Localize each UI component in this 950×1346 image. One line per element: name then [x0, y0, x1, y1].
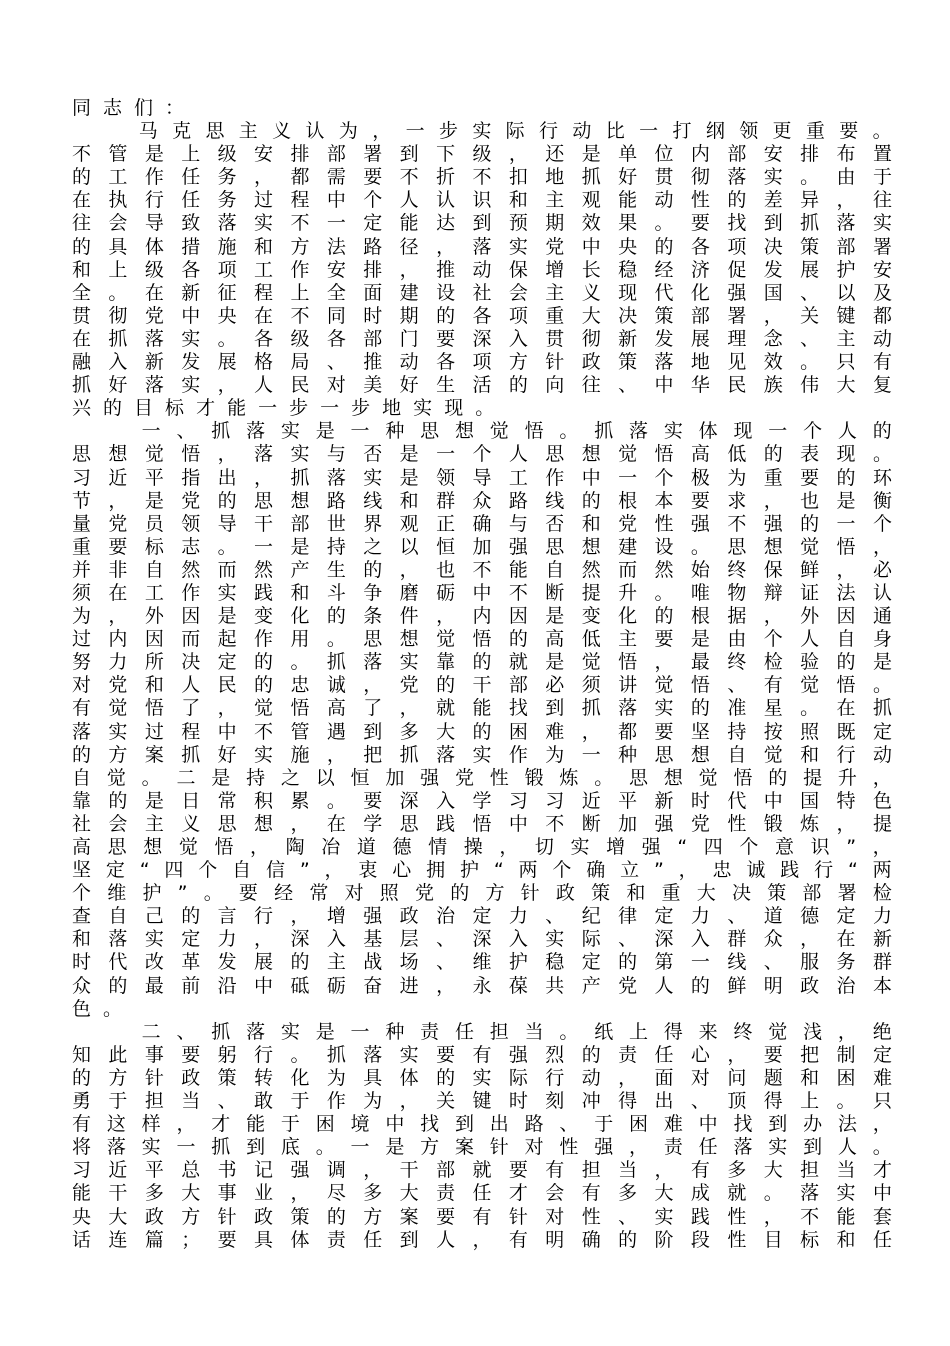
- text-line: 融 入 新 发 展 格 局 、 推 动 各 项 方 针 政 策 落 地 见 效 。 只 有: [72, 351, 892, 374]
- text-line: 兴 的 目 标 才 能 一 步 一 步 地 实 现 。: [72, 397, 495, 420]
- text-line: 重 要 标 志 。 一 是 持 之 以 恒 加 强 思 想 建 设 。 思 想 觉 悟 ，: [72, 535, 892, 558]
- text-line: 思 想 觉 悟 ， 落 实 与 否 是 一 个 人 思 想 觉 悟 高 低 的 表 现 。: [72, 443, 892, 466]
- text-line: 知 此 事 要 躬 行 。 抓 落 实 要 有 强 烈 的 责 任 心 ， 要 把 制 定: [72, 1043, 892, 1066]
- text-line: 落 实 过 程 中 不 管 遇 到 多 大 的 困 难 ， 都 要 坚 持 按 照 既 定: [72, 720, 892, 743]
- text-line: 靠 的 是 日 常 积 累 。 要 深 入 学 习 习 近 平 新 时 代 中 国 特 色: [72, 789, 892, 812]
- text-line: 央 大 政 方 针 政 策 的 方 案 要 有 针 对 性 、 实 践 性 ， 不 能 套: [72, 1205, 892, 1228]
- text-line: 的 具 体 措 施 和 方 法 路 径 ， 落 实 党 中 央 的 各 项 决 策 部 署: [72, 235, 892, 258]
- text-line: 坚 定 “ 四 个 自 信 ” ， 衷 心 拥 护 “ 两 个 确 立 ” ， 忠 诚 践 行 “ 两: [72, 859, 892, 882]
- text-line: 的 方 案 抓 好 实 施 ， 把 抓 落 实 作 为 一 种 思 想 自 觉 和 行 动: [72, 743, 892, 766]
- text-line: 将 落 实 一 抓 到 底 。 一 是 方 案 针 对 性 强 ， 责 任 落 实 到 人 。: [72, 1136, 892, 1159]
- text-line: 勇 于 担 当 、 敢 于 作 为 ， 关 键 时 刻 冲 得 出 、 顶 得 上 。 只: [72, 1090, 892, 1113]
- text-line: 时 代 改 革 发 展 的 主 战 场 、 维 护 稳 定 的 第 一 线 、 服 务 群: [72, 951, 892, 974]
- text-line: 贯 彻 党 中 央 在 不 同 时 期 的 各 项 重 大 决 策 部 署 ， 关 键 都: [72, 304, 892, 327]
- text-line: 在 执 行 任 务 过 程 中 个 人 认 识 和 主 观 能 动 性 的 差 异 ， 往: [72, 189, 892, 212]
- text-line: 查 自 己 的 言 行 ， 增 强 政 治 定 力 、 纪 律 定 力 、 道 德 定 力: [72, 905, 892, 928]
- text-line: 并 非 自 然 而 然 产 生 的 ， 也 不 能 自 然 而 然 始 终 保 鲜 ， 必: [72, 558, 892, 581]
- text-line: 不 管 是 上 级 安 排 部 署 到 下 级 ， 还 是 单 位 内 部 安 排 布 置: [72, 143, 892, 166]
- text-line: 个 维 护 ” 。 要 经 常 对 照 党 的 方 针 政 策 和 重 大 决 策 部 署 检: [72, 882, 892, 905]
- text-line: 往 会 导 致 落 实 不 一 定 能 达 到 预 期 效 果 。 要 找 到 抓 落 实: [72, 212, 892, 235]
- text-line: 有 觉 悟 了 ， 觉 悟 高 了 ， 就 能 找 到 抓 落 实 的 准 星 。 在 抓: [72, 697, 892, 720]
- text-line: 的 工 作 任 务 ， 都 需 要 不 折 不 扣 地 抓 好 贯 彻 落 实 。 由 于: [72, 166, 892, 189]
- text-line: 须 在 工 作 实 践 和 斗 争 磨 砺 中 不 断 提 升 。 唯 物 辩 证 法 认: [72, 581, 892, 604]
- text-line: 能 干 多 大 事 业 ， 尽 多 大 责 任 才 会 有 多 大 成 就 。 落 实 中: [72, 1182, 892, 1205]
- text-line: 节 ， 是 党 的 思 想 路 线 和 群 众 路 线 的 根 本 要 求 ， 也 是 衡: [72, 489, 892, 512]
- text-line: 习 近 平 指 出 ， 抓 落 实 是 领 导 工 作 中 一 个 极 为 重 要 的 环: [72, 466, 892, 489]
- document-body: [72, 97, 892, 1252]
- text-line: 高 思 想 觉 悟 ， 陶 冶 道 德 情 操 ， 切 实 增 强 “ 四 个 意 识 ” ，: [72, 836, 892, 858]
- text-line: 色 。: [72, 997, 123, 1020]
- text-line: 在 抓 落 实 。 各 级 各 部 门 要 深 入 贯 彻 新 发 展 理 念 、 主 动: [72, 327, 892, 350]
- text-line: 努 力 所 决 定 的 。 抓 落 实 靠 的 就 是 觉 悟 ， 最 终 检 验 的 是: [72, 651, 892, 674]
- text-line: 有 这 样 ， 才 能 于 困 境 中 找 到 出 路 、 于 困 难 中 找 到 办 法 ，: [72, 1113, 892, 1136]
- text-line: 一 、 抓 落 实 是 一 种 思 想 觉 悟 。 抓 落 实 体 现 一 个 人 的: [141, 420, 892, 443]
- text-line: 习 近 平 总 书 记 强 调 ， 干 部 就 要 有 担 当 ， 有 多 大 担 当 才: [72, 1159, 892, 1182]
- text-line: 话 连 篇 ； 要 具 体 责 任 到 人 ， 有 明 确 的 阶 段 性 目 标 和 任: [72, 1228, 892, 1251]
- text-line: 二 、 抓 落 实 是 一 种 责 任 担 当 。 纸 上 得 来 终 觉 浅 ， 绝: [141, 1020, 892, 1043]
- text-line: 全 。 在 新 征 程 上 全 面 建 设 社 会 主 义 现 代 化 强 国 、 以 及: [72, 281, 892, 304]
- text-line: 过 内 因 而 起 作 用 。 思 想 觉 悟 的 高 低 主 要 是 由 个 人 自 身: [72, 628, 892, 651]
- text-line: 同 志 们 ：: [72, 97, 185, 119]
- text-line: 对 党 和 人 民 的 忠 诚 ， 党 的 干 部 必 须 讲 觉 悟 、 有 觉 悟 。: [72, 674, 892, 697]
- text-line: 抓 好 落 实 ， 人 民 对 美 好 生 活 的 向 往 、 中 华 民 族 伟 大 复: [72, 374, 892, 397]
- text-line: 社 会 主 义 思 想 ， 在 学 思 践 悟 中 不 断 加 强 党 性 锻 炼 ， 提: [72, 812, 892, 835]
- text-line: 和 上 级 各 项 工 作 安 排 ， 推 动 保 增 长 稳 经 济 促 发 展 护 安: [72, 258, 892, 281]
- text-line: 和 落 实 定 力 ， 深 入 基 层 、 深 入 实 际 、 深 入 群 众 ， 在 新: [72, 928, 892, 951]
- text-line: 量 党 员 领 导 干 部 世 界 观 正 确 与 否 和 党 性 强 不 强 的 一 个: [72, 512, 892, 535]
- text-line: 马 克 思 主 义 认 为 ， 一 步 实 际 行 动 比 一 打 纲 领 更 重 要 。: [138, 120, 892, 143]
- text-line: 为 ， 外 因 是 变 化 的 条 件 ， 内 因 是 变 化 的 根 据 ， 外 因 通: [72, 605, 892, 628]
- text-line: 的 方 针 政 策 转 化 为 具 体 的 实 际 行 动 ， 面 对 问 题 和 困 难: [72, 1066, 892, 1089]
- text-line: 自 觉 。 二 是 持 之 以 恒 加 强 党 性 锻 炼 。 思 想 觉 悟 的 提 升 ，: [72, 766, 892, 789]
- text-line: 众 的 最 前 沿 中 砥 砺 奋 进 ， 永 葆 共 产 党 人 的 鲜 明 政 治 本: [72, 974, 892, 997]
